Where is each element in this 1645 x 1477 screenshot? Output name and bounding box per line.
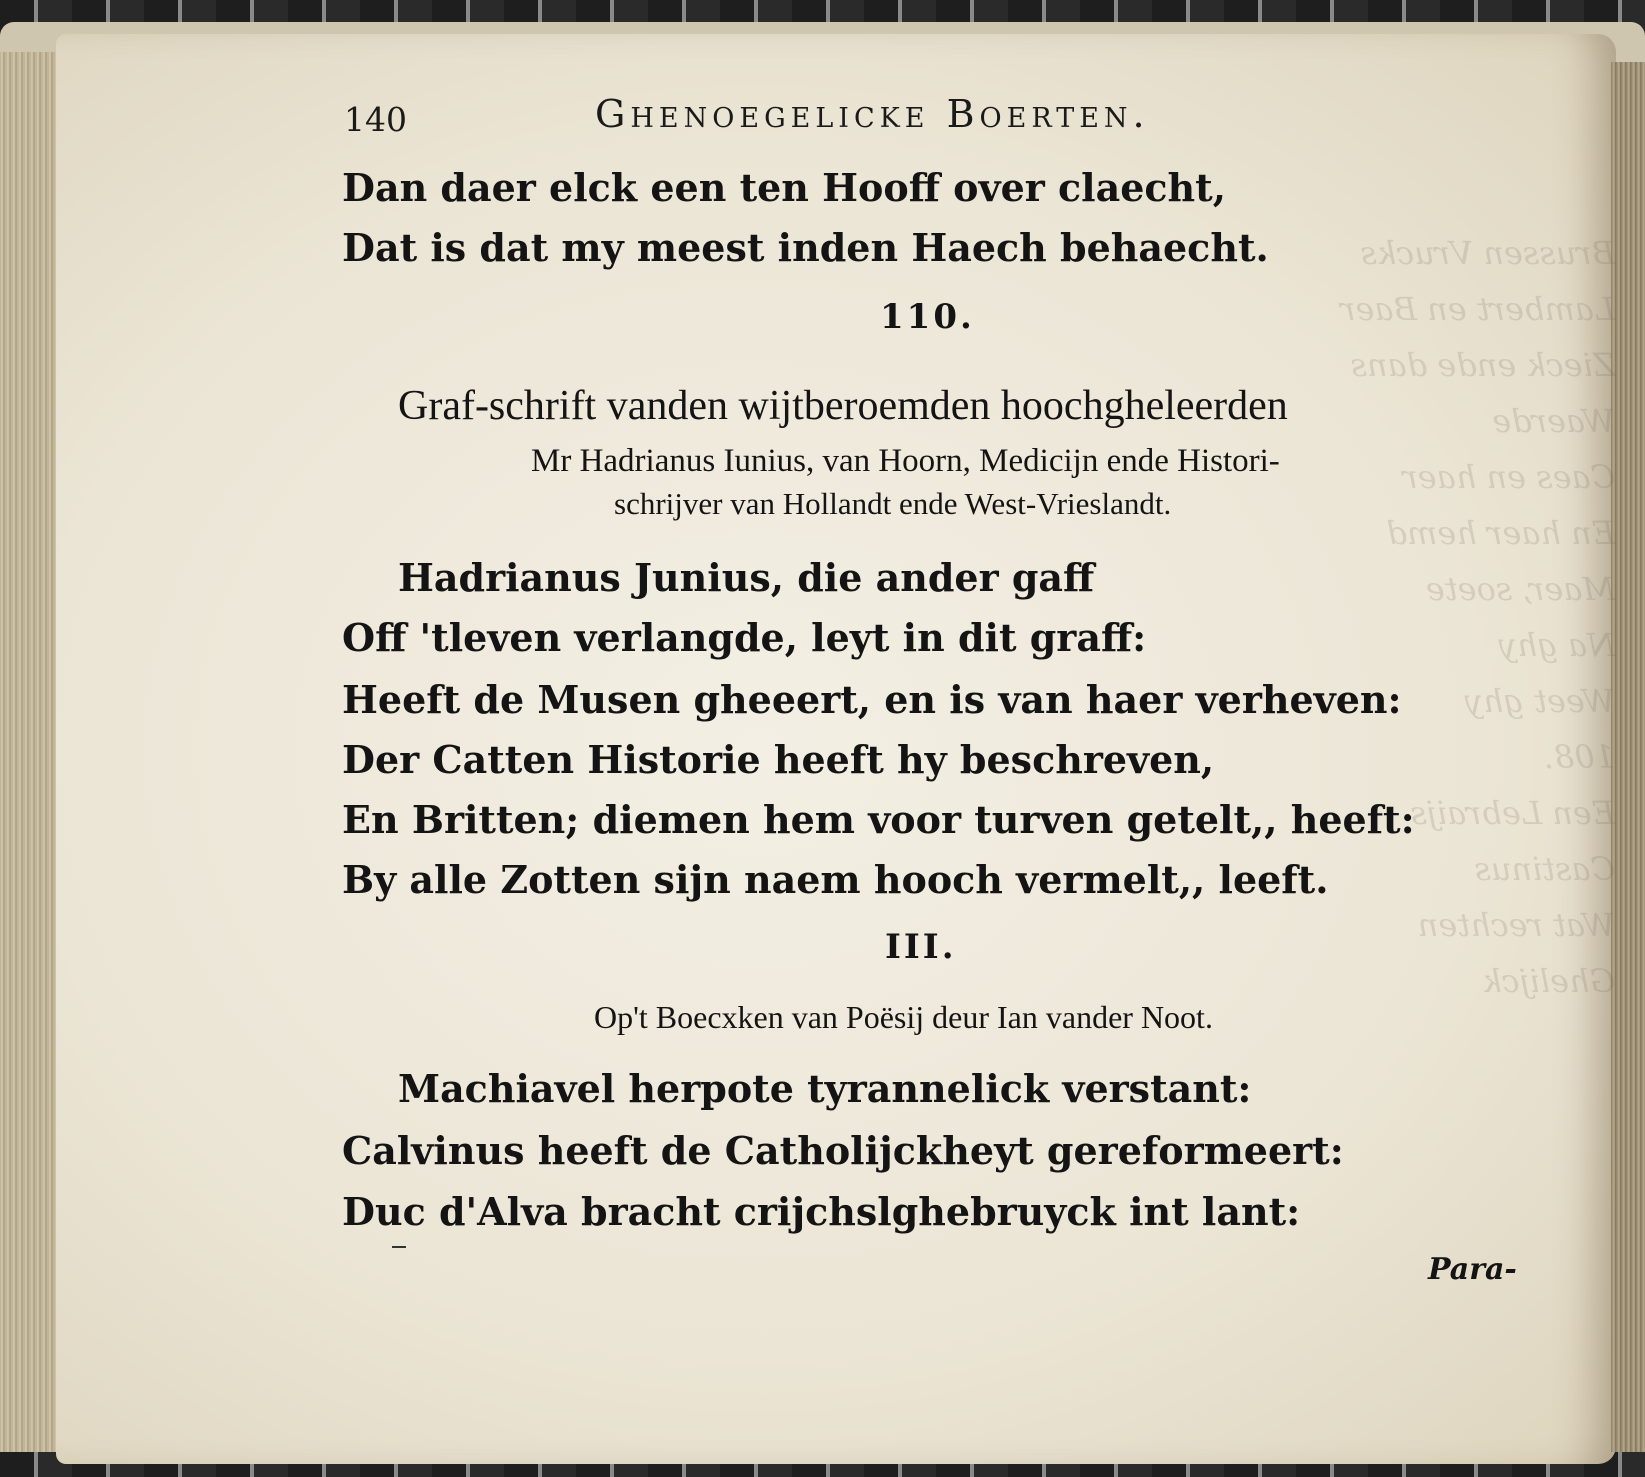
page-number: 140 (344, 100, 407, 139)
page-edges-right (1611, 62, 1645, 1452)
poem-title: Graf-schrift vanden wijtberoemden hoochgheleerden (398, 383, 1288, 429)
verse-line: Der Catten Historie heeft hy beschreven, (342, 737, 1215, 782)
poem-title: Op't Boecxken van Poësij deur Ian vander Noot. (594, 999, 1213, 1035)
running-head: Ghenoegelicke Boerten. (595, 92, 1150, 136)
ornament-dash (392, 1246, 406, 1248)
verse-line: Duc d'Alva bracht crijchslghebruyck int lant: (342, 1189, 1301, 1234)
bleed-through-text: Brussen Vrucks Lambert en Baer Zieck ende dans Waerde Caes en haer En haer hemd Maer, soete Na ghy Weet ghy 108. Een Lebraijs Castinus Wat rechten Ghelijck (1340, 234, 1616, 1000)
poem-subtitle: schrijver van Hollandt ende West-Vrieslandt. (614, 486, 1172, 521)
verse-line: Calvinus heeft de Catholijckheyt gereformeert: (342, 1128, 1344, 1173)
verse-line: Machiavel herpote tyrannelick verstant: (398, 1066, 1252, 1111)
verse-line: En Britten; diemen hem voor turven getelt,, heeft: (342, 797, 1415, 842)
verse-line: Hadrianus Junius, die ander gaff (398, 555, 1095, 600)
verse-line: By alle Zotten sijn naem hooch vermelt,, leeft. (342, 857, 1329, 902)
verse-line: Dat is dat my meest inden Haech behaecht. (342, 225, 1269, 270)
page-edges-left (0, 52, 60, 1452)
verse-line: Heeft de Musen gheeert, en is van haer verheven: (342, 677, 1402, 722)
verse-line: Off 'tleven verlangde, leyt in dit graff: (342, 615, 1147, 660)
poem-number: III. (885, 927, 957, 967)
catchword: Para- (1428, 1252, 1517, 1287)
poem-number: 110. (880, 297, 975, 337)
poem-subtitle: Mr Hadrianus Iunius, van Hoorn, Medicijn ende Histori- (531, 443, 1280, 479)
verse-line: Dan daer elck een ten Hooff over claecht, (342, 165, 1226, 210)
